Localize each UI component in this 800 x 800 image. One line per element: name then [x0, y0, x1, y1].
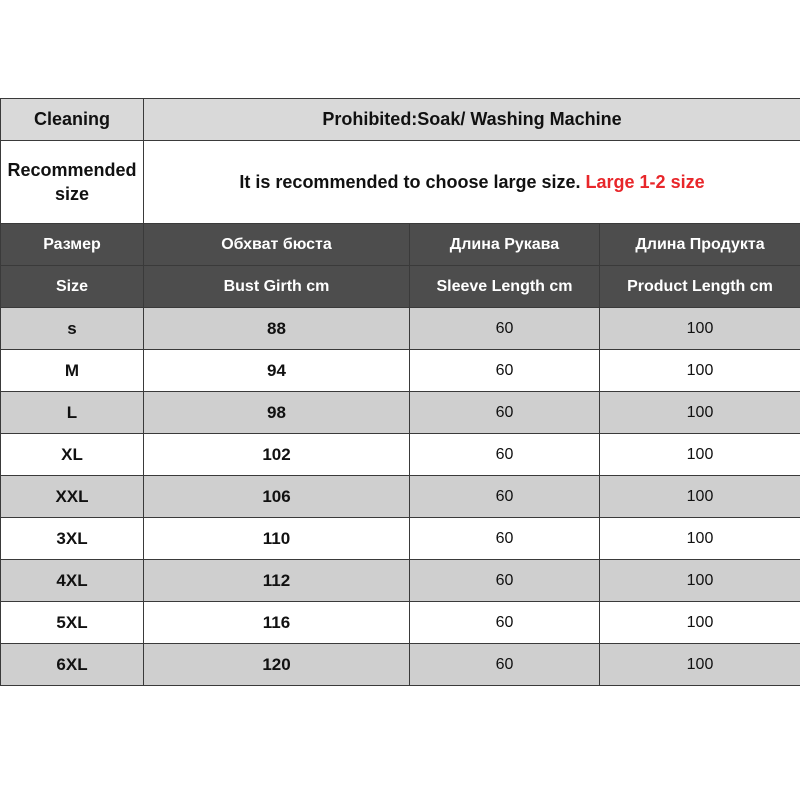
size-cell: XL	[1, 434, 144, 476]
header-ru-size: Размер	[1, 224, 144, 266]
recommendation-text: It is recommended to choose large size.	[239, 171, 581, 192]
sleeve-length-cell: 60	[410, 308, 600, 350]
header-ru-sleeve: Длина Рукава	[410, 224, 600, 266]
table-row	[1, 350, 800, 392]
cleaning-label: Cleaning	[1, 99, 144, 141]
sleeve-length-cell: 60	[410, 476, 600, 518]
recommended-size-label	[1, 141, 144, 224]
product-length-cell: 100	[600, 350, 800, 392]
table-row	[1, 434, 800, 476]
recommended-label-line1: Recommended	[7, 160, 137, 180]
recommended-label-line2: size	[54, 184, 90, 204]
table-row	[1, 560, 800, 602]
product-length-cell: 100	[600, 392, 800, 434]
bust-girth-cell: 106	[144, 476, 410, 518]
sleeve-length-cell: 60	[410, 350, 600, 392]
header-ru-length: Длина Продукта	[600, 224, 800, 266]
recommended-size-row	[1, 141, 800, 224]
bust-girth-cell: 94	[144, 350, 410, 392]
table-row	[1, 518, 800, 560]
product-length-cell: 100	[600, 434, 800, 476]
bust-girth-cell: 88	[144, 308, 410, 350]
size-cell: 6XL	[1, 644, 144, 686]
size-table	[0, 98, 800, 686]
recommended-size-text	[144, 141, 800, 224]
table-row	[1, 308, 800, 350]
product-length-cell: 100	[600, 560, 800, 602]
size-cell: 3XL	[1, 518, 144, 560]
sleeve-length-cell: 60	[410, 518, 600, 560]
size-cell: L	[1, 392, 144, 434]
sleeve-length-cell: 60	[410, 560, 600, 602]
product-length-cell: 100	[600, 308, 800, 350]
sleeve-length-cell: 60	[410, 644, 600, 686]
bust-girth-cell: 116	[144, 602, 410, 644]
table-row	[1, 644, 800, 686]
product-length-cell: 100	[600, 602, 800, 644]
header-en-length: Product Length cm	[600, 266, 800, 308]
recommendation-highlight: Large 1-2 size	[585, 171, 705, 192]
cleaning-row	[1, 99, 800, 141]
size-cell: s	[1, 308, 144, 350]
size-cell: 4XL	[1, 560, 144, 602]
product-length-cell: 100	[600, 644, 800, 686]
header-row-russian	[1, 224, 800, 266]
bust-girth-cell: 98	[144, 392, 410, 434]
size-chart	[0, 98, 800, 686]
size-cell: 5XL	[1, 602, 144, 644]
bust-girth-cell: 120	[144, 644, 410, 686]
size-cell: XXL	[1, 476, 144, 518]
bust-girth-cell: 112	[144, 560, 410, 602]
product-length-cell: 100	[600, 518, 800, 560]
table-row	[1, 602, 800, 644]
header-en-size: Size	[1, 266, 144, 308]
bust-girth-cell: 110	[144, 518, 410, 560]
header-en-bust: Bust Girth cm	[144, 266, 410, 308]
table-row	[1, 392, 800, 434]
product-length-cell: 100	[600, 476, 800, 518]
bust-girth-cell: 102	[144, 434, 410, 476]
cleaning-value: Prohibited:Soak/ Washing Machine	[144, 99, 800, 141]
header-ru-bust: Обхват бюста	[144, 224, 410, 266]
header-en-sleeve: Sleeve Length cm	[410, 266, 600, 308]
sleeve-length-cell: 60	[410, 602, 600, 644]
size-cell: M	[1, 350, 144, 392]
sleeve-length-cell: 60	[410, 434, 600, 476]
table-row	[1, 476, 800, 518]
header-row-english	[1, 266, 800, 308]
sleeve-length-cell: 60	[410, 392, 600, 434]
